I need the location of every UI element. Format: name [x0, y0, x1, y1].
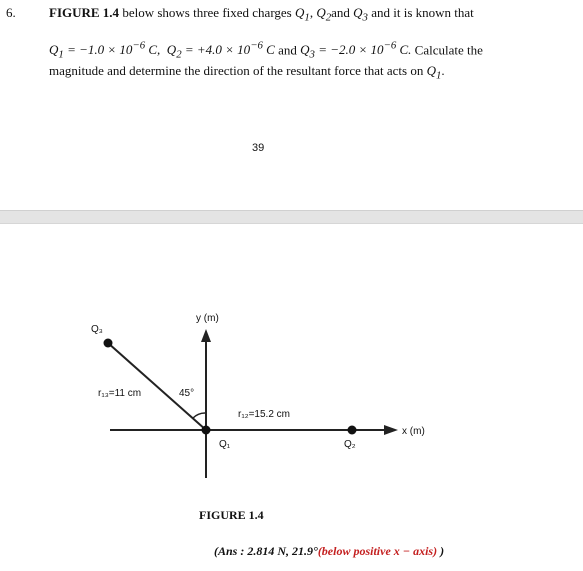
question-text: below shows three fixed charges	[122, 5, 292, 20]
x-axis-label: x (m)	[402, 426, 425, 437]
charge-q1-symbol: $Q_1$	[426, 63, 442, 82]
question-text: magnitude and determine the direction of the resultant force that acts on	[49, 63, 424, 78]
charge-q3-symbol: $Q_3$	[353, 5, 368, 24]
charge-q1-dot	[202, 426, 211, 435]
answer-close: )	[437, 544, 445, 558]
page-number: 39	[252, 142, 265, 154]
x-axis-arrow-icon	[384, 425, 398, 435]
charge-q3-value: $Q_3 = -2.0 \times 10^{-6}$ C.	[300, 40, 412, 61]
y-axis-arrow-icon	[201, 329, 211, 342]
q3-label: Q₃	[91, 324, 103, 335]
r13-line	[108, 343, 206, 430]
r13-label: r₁₃=11 cm	[98, 388, 142, 399]
question-number: 6.	[6, 5, 16, 20]
charge-q2-value: $Q_2 = +4.0 \times 10^{-6}$ C	[166, 40, 275, 61]
question-text: and	[331, 5, 350, 20]
question-text: and	[278, 42, 297, 58]
charge-q2-dot	[348, 426, 357, 435]
q2-label: Q₂	[344, 439, 356, 450]
q1-label: Q₁	[219, 439, 231, 450]
figure-caption: FIGURE 1.4	[199, 508, 264, 522]
answer-line	[214, 544, 444, 559]
figure-reference: FIGURE 1.4	[49, 5, 120, 20]
answer-value: (Ans : 2.814 N, 21.9°	[214, 544, 318, 558]
charge-q3-dot	[104, 339, 113, 348]
question-line-3: magnitude and determine the direction of the resultant force that acts on $Q_1$.	[49, 63, 445, 82]
r12-label: r₁₂=15.2 cm	[238, 409, 290, 420]
angle-label: 45°	[179, 388, 195, 399]
charge-q1-symbol: $Q_1$	[295, 5, 310, 24]
charge-q1-value: $Q_1 = -1.0 \times 10^{-6}$ C,	[49, 40, 161, 61]
charge-q2-symbol: $Q_2$	[316, 5, 332, 24]
answer-direction: (below positive x − axis)	[317, 544, 438, 558]
question-text: Calculate the	[414, 42, 483, 58]
y-axis-label: y (m)	[196, 313, 219, 324]
question-text: and it is known that	[371, 5, 474, 20]
question-line-1: FIGURE 1.4 below shows three fixed charges $Q_1$, $Q_2and$ $Q_3$ and it is known that	[49, 5, 474, 24]
angle-arc	[193, 413, 206, 418]
